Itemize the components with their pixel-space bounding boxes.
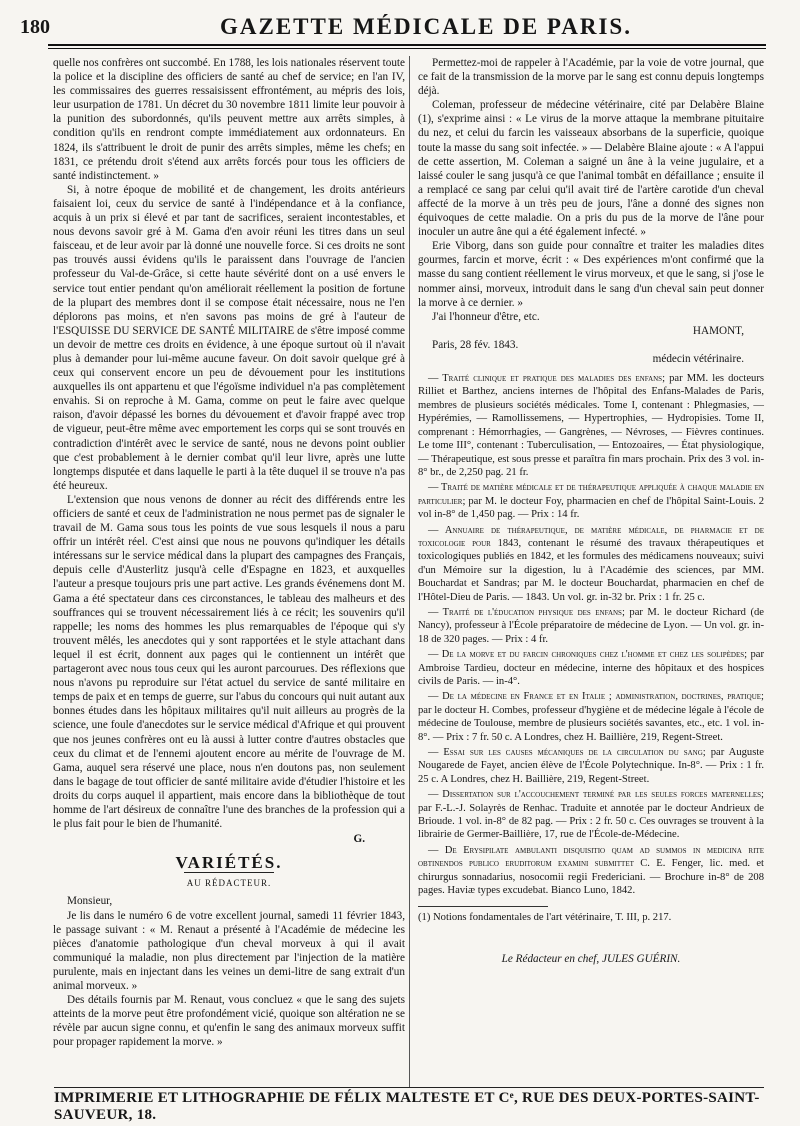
- review-signature: G.: [353, 833, 365, 846]
- book-listing: [418, 844, 764, 898]
- book-title: — Dissertation sur l'accouchement terminé par les seules forces maternelles: [428, 789, 762, 801]
- book-list: [418, 372, 764, 897]
- book-title: — De la morve et du farcin chroniques chez l'homme et chez les solipèdes: [428, 649, 745, 661]
- book-details: ; par M. le docteur Richard (de Nancy), professeur à l'École préparatoire de médecine de Lyon. — Un vol. gr. in-18 de 320 pages. — Prix : 4 fr.: [418, 606, 764, 645]
- closing: J'ai l'honneur d'être, etc.: [432, 310, 540, 323]
- book-details: , contenant le résumé des travaux thérapeutiques et toxicologiques publiés en 1842, et les formules des médicamens nouveaux; suivi d'un Mémoire sur la digestion, lu à l'Académie des sciences, par MM. Bouchardat et Sandras; par M. le docteur Bouchardat, pharmacien en chef de l'Hôtel-Dieu de Paris. — 1843. Un vol. gr. in-32 br. Prix : 1 fr. 25 c.: [418, 537, 764, 603]
- book-title: — Annuaire de thérapeutique, de matière médicale, de pharmacie et de toxicologie pour 1843: [418, 524, 764, 549]
- paragraph: Si, à notre époque de mobilité et de changement, les droits antérieurs faisaient loi, ceux du service de santé à l'indépendance et à la confiance, acquis à un prix si élevé et par tant de sacrifices, seraient incontestables, et nous devons savoir gré à M. Gama d'en avoir réuni les titres dans un seul faisceau, et de leur avoir par là donné une nouvelle force. Si ces droits ne sont pas trouvés aussi évidens qu'ils le paraissent dans l'ouvrage de l'ancien professeur du Val-de-Grâce, si cette haute sévérité dont on a usé envers le service tout entier pendant qu'on améliorait réellement la position de fortune de la plupart des membres dont il se compose était nécessaire, nous ne l'en déplorons pas moins, et n'en savons pas moins de gré à l'auteur de l'ESQUISSE DU SERVICE DE SANTÉ MILITAIRE de s'être imposé comme un devoir de mettre ces droits en évidence, à une époque surtout où il n'avait plus à demander pour lui-même aucune faveur. On doit savoir quelque gré à ceux qui conservent encore un peu de dévouement pour les institutions auxquelles ils ont appartenu et que l'égoïsme individuel n'a pas complètement envahis. Si on reproche à M. Gama, comme on peut le faire avec quelque raison, d'avoir dépassé les bornes du dévouement et d'avoir frappé avec trop de vigueur, peut-être même avec emportement les corps qui se sont trouvés en contradiction d'intérêt avec le service de santé, nous ne devons point oublier que c'est probablement à le dernier combat qu'il leur livre, après une lutte longtemps disputée et dans laquelle le parti à la tête duquel il se trouve n'a pas été heureux.: [53, 183, 405, 492]
- book-details: ; par M. le docteur Foy, pharmacien en chef de l'hôpital Saint-Louis. 2 vol in-8° de 1,450 pag. — Prix : 14 fr.: [418, 495, 764, 521]
- book-listing: [418, 606, 764, 646]
- book-details: ; par le docteur H. Combes, professeur d'hygiène et de médecine légale à l'école de médecine de Toulouse, membre de plusieurs sociétés savantes, etc., etc. 1 vol. in-8°. — Prix : 7 fr. 50 c. A Londres, chez H. Baillière, 219, Regent-Street.: [418, 691, 764, 743]
- book-details: ; par Ambroise Tardieu, docteur en médecine, interne des hôpitaux et des hospices civils de Paris. — in-4°.: [418, 649, 764, 687]
- book-listing: [418, 788, 764, 842]
- signer-name: HAMONT,: [692, 324, 744, 337]
- book-title: — Traité de matière médicale et de thérapeutique appliquée à chaque maladie en particulier: [418, 482, 764, 507]
- left-column: [53, 56, 405, 1096]
- book-details: ; par MM. les docteurs Rilliet et Barthez, anciens internes de l'hôpital des Enfans-Malades de Paris, membres de plusieurs sociétés médicales. Tome I, contenant : Phlegmasies, — Hypérémies, — Ramollissemens, — Hypertrophies, — Hydropisies. Tome II, comprenant : Hémorrhagies, — Gangrènes, — Névroses, — Fièvres continues. Le tome III°, contenant : Tuberculisation, — Entozoaires, — État physiologique, — Thérapeutique, est sous presse et paraîtra fin mars prochain. Prix des 3 vol. in-8° br., de 2,250 pag. 21 fr.: [418, 373, 764, 478]
- printer-imprint: IMPRIMERIE ET LITHOGRAPHIE DE FÉLIX MALTESTE ET Cᵉ, RUE DES DEUX-PORTES-SAINT-SAUVEUR, 18.: [54, 1090, 760, 1123]
- journal-title: GAZETTE MÉDICALE DE PARIS.: [220, 14, 632, 39]
- book-details: C. E. Fenger, lic. med. et chirurgus sonnadarius, nosocomii regii Fredericiani. — Brochure in-8° de 208 pages. Haviæ types excudebat. Bianco Luno, 1842.: [418, 858, 765, 897]
- header-rule-thin: [48, 48, 766, 49]
- right-column: [418, 56, 764, 1096]
- book-listing: [418, 690, 764, 744]
- paragraph: quelle nos confrères ont succombé. En 1788, les lois nationales réservent toute la police et la discipline des officiers de santé au chef de service; en l'an IV, les commissaires des guerres ressaisissent effrontément, au mépris des lois, leur usurpation de 1781. Un décret du 30 novembre 1811 limite leur pouvoir à la punition des subordonnés, qu'ils peuvent mettre aux arrêts simples, à condition qu'ils en rendront compte immédiatement aux ordonnateurs. En 1824, ils s'attribuent le droit de punir des arrêts simples, même les chefs; en 1831, ce prétendu droit s'étend aux arrêts forcés pour tous les officiers de santé indistinctement. »: [53, 57, 405, 182]
- section-rule: [184, 872, 274, 873]
- book-details: ; par Auguste Nougarede de Fayet, ancien élève de l'École Polytechnique. In-8°. — Prix : 1 fr. 25 c. A Londres, chez H. Baillière, 219, Regent-Street.: [418, 747, 764, 785]
- editor-signature: Le Rédacteur en chef, JULES GUÉRIN.: [501, 952, 681, 965]
- book-listing: [418, 648, 764, 688]
- page-number: 180: [20, 16, 50, 38]
- header-rule: [48, 44, 766, 46]
- column-divider: [409, 56, 410, 1088]
- footnote: (1) Notions fondamentales de l'art vétérinaire, T. III, p. 217.: [418, 911, 672, 923]
- place-date: Paris, 28 fév. 1843.: [432, 338, 519, 351]
- page-header: [20, 14, 780, 44]
- book-title: — De Erysipilate ambulanti disquisitio quam ad summos in medicina rite obtinendos publico eruditorum examini submittet: [418, 844, 764, 870]
- book-title: — Essai sur les causes mécaniques de la circulation du sang: [428, 747, 703, 759]
- book-listing: [418, 481, 764, 521]
- book-listing: [418, 746, 764, 786]
- signer-title: médecin vétérinaire.: [652, 352, 744, 365]
- book-title: — De la médecine en France et en Italie ; administration, doctrines, pratique: [428, 691, 762, 703]
- book-details: ; par F.-L.-J. Solayrès de Renhac. Traduite et annotée par le docteur Andrieux de Brioude. 1 vol. in-8° de 82 pag. — Prix : 2 fr. 50 c. Ces ouvrages se trouvent à la librairie de Germer-Baillière, 17, rue de l'École-de-Médecine.: [418, 789, 764, 841]
- book-listing: [418, 372, 764, 479]
- paragraph: Coleman, professeur de médecine vétérinaire, cité par Delabère Blaine (1), s'exprime ainsi : « Le virus de la morve attaque la membrane pituitaire du nez, et celui du farcin les vaisseaux absorbans de la superficie, quoique toute la masse du sang soit infectée. » — Delabère Blaine ajoute : « A l'appui de cette assertion, M. Coleman a saigné un âne à la veine jugulaire, et a laissé couler le sang jusqu'à ce que l'animal tombât en défaillance ; ensuite il a remplacé ce sang par celui qu'il avait tiré de l'artère carotide d'un cheval affecté de la morve à un très peu de jours, l'âne a donné des signes non équivoques de cette maladie. On a pris du pus de la morve de l'âne pour inoculer un autre âne qui a été également infecté. »: [418, 99, 764, 239]
- salutation: Monsieur,: [67, 895, 113, 908]
- section-subtitle: AU RÉDACTEUR.: [186, 878, 272, 889]
- section-title: VARIÉTÉS.: [175, 853, 283, 873]
- footer-rule: [54, 1087, 764, 1088]
- paragraph: L'extension que nous venons de donner au récit des différends entre les officiers de santé et ceux de l'administration ne nous permet pas de signaler le travail de M. Gama sous tous les points de vue sous lesquels il nous a paru offrir un intérêt réel. C'est ainsi que nous ne pouvons qu'indiquer les détails intéressans sur le service médical dans la plupart des campagnes des Français, depuis celle d'Austerlitz jusqu'à celle d'Espagne en 1823, et auxquelles l'auteur a presque toujours pris une part active. Les grands événemens dont M. Gama a été spectateur dans ces circonstances, le tableau des malheurs et des souffrances qui se trouvent nécessairement liés à ce récit; les souvenirs qu'il rappelle; les noms des hommes les plus remarquables de l'époque qui s'y trouvent mêlés, les anecdotes qui y sont rapportées et le style attachant dans lequel il est écrit, donnent aux pages qui le contiennent un intérêt que partageront avec nous tous ceux qui les auront parcourues. Des réflexions que nous n'avons pu reproduire sur l'état actuel du service de santé militaire en temps de paix et en temps de guerre, sur l'abus du concours qui nuit autant aux bonnes études dans les hôpitaux militaires qu'il nuit ailleurs au progrès de la science, une foule d'anecdotes sur le service médical d'Afrique et qui prouvent que nos jeunes confrères ont eu là aussi à lutter contre d'autres obstacles que ceux du climat et de l'ennemi ajoutent encore au mérite de l'ouvrage de M. Gama, auquel sera réservé une place, nous n'en doutons pas, non seulement dans le bagage de tout officier de santé militaire avide d'étudier l'histoire et les droits du corps auquel il appartient, mais encore dans la bibliothèque de tout homme de l'art désireux de connaître l'une des branches de la profession qui a le plus fait pour le bien de l'humanité.: [53, 493, 405, 831]
- book-title: — Traité de l'éducation physique des enfans: [428, 606, 622, 618]
- paragraph: Permettez-moi de rappeler à l'Académie, par la voie de votre journal, que ce fait de la transmission de la morve par le sang est connu depuis longtemps déjà.: [418, 57, 764, 98]
- paragraph: Je lis dans le numéro 6 de votre excellent journal, samedi 11 février 1843, le passage suivant : « M. Renaut a présenté à l'Académie de médecine les pièces d'anatomie pathologique d'un cheval morveux à qui il avait communiqué la maladie, non plus directement par l'injection de la matière purulente, mais en injectant dans les veines un demi-litre de sang extrait d'un animal morveux. »: [53, 909, 405, 992]
- paragraph: Erie Viborg, dans son guide pour connaître et traiter les maladies dites gourmes, farcin et morve, écrit : « Des expériences m'ont confirmé que la masse du sang contient réellement le virus morveux, et que le sang, si j'ose le nommer ainsi, morveux, introduit dans le sang d'un cheval sain peut donner la morve à ce dernier. »: [418, 240, 764, 309]
- footnote-rule: [418, 906, 548, 907]
- book-listing: [418, 524, 764, 604]
- paragraph: Des détails fournis par M. Renaut, vous concluez « que le sang des sujets atteints de la morve peut être profondément vicié, quoique son altération ne se révèle par aucun signe connu, et qu'enfin le sang des animaux morveux suffit pour propager rapidement la morve. »: [53, 994, 405, 1049]
- book-title: — Traité clinique et pratique des maladies des enfans: [428, 373, 663, 385]
